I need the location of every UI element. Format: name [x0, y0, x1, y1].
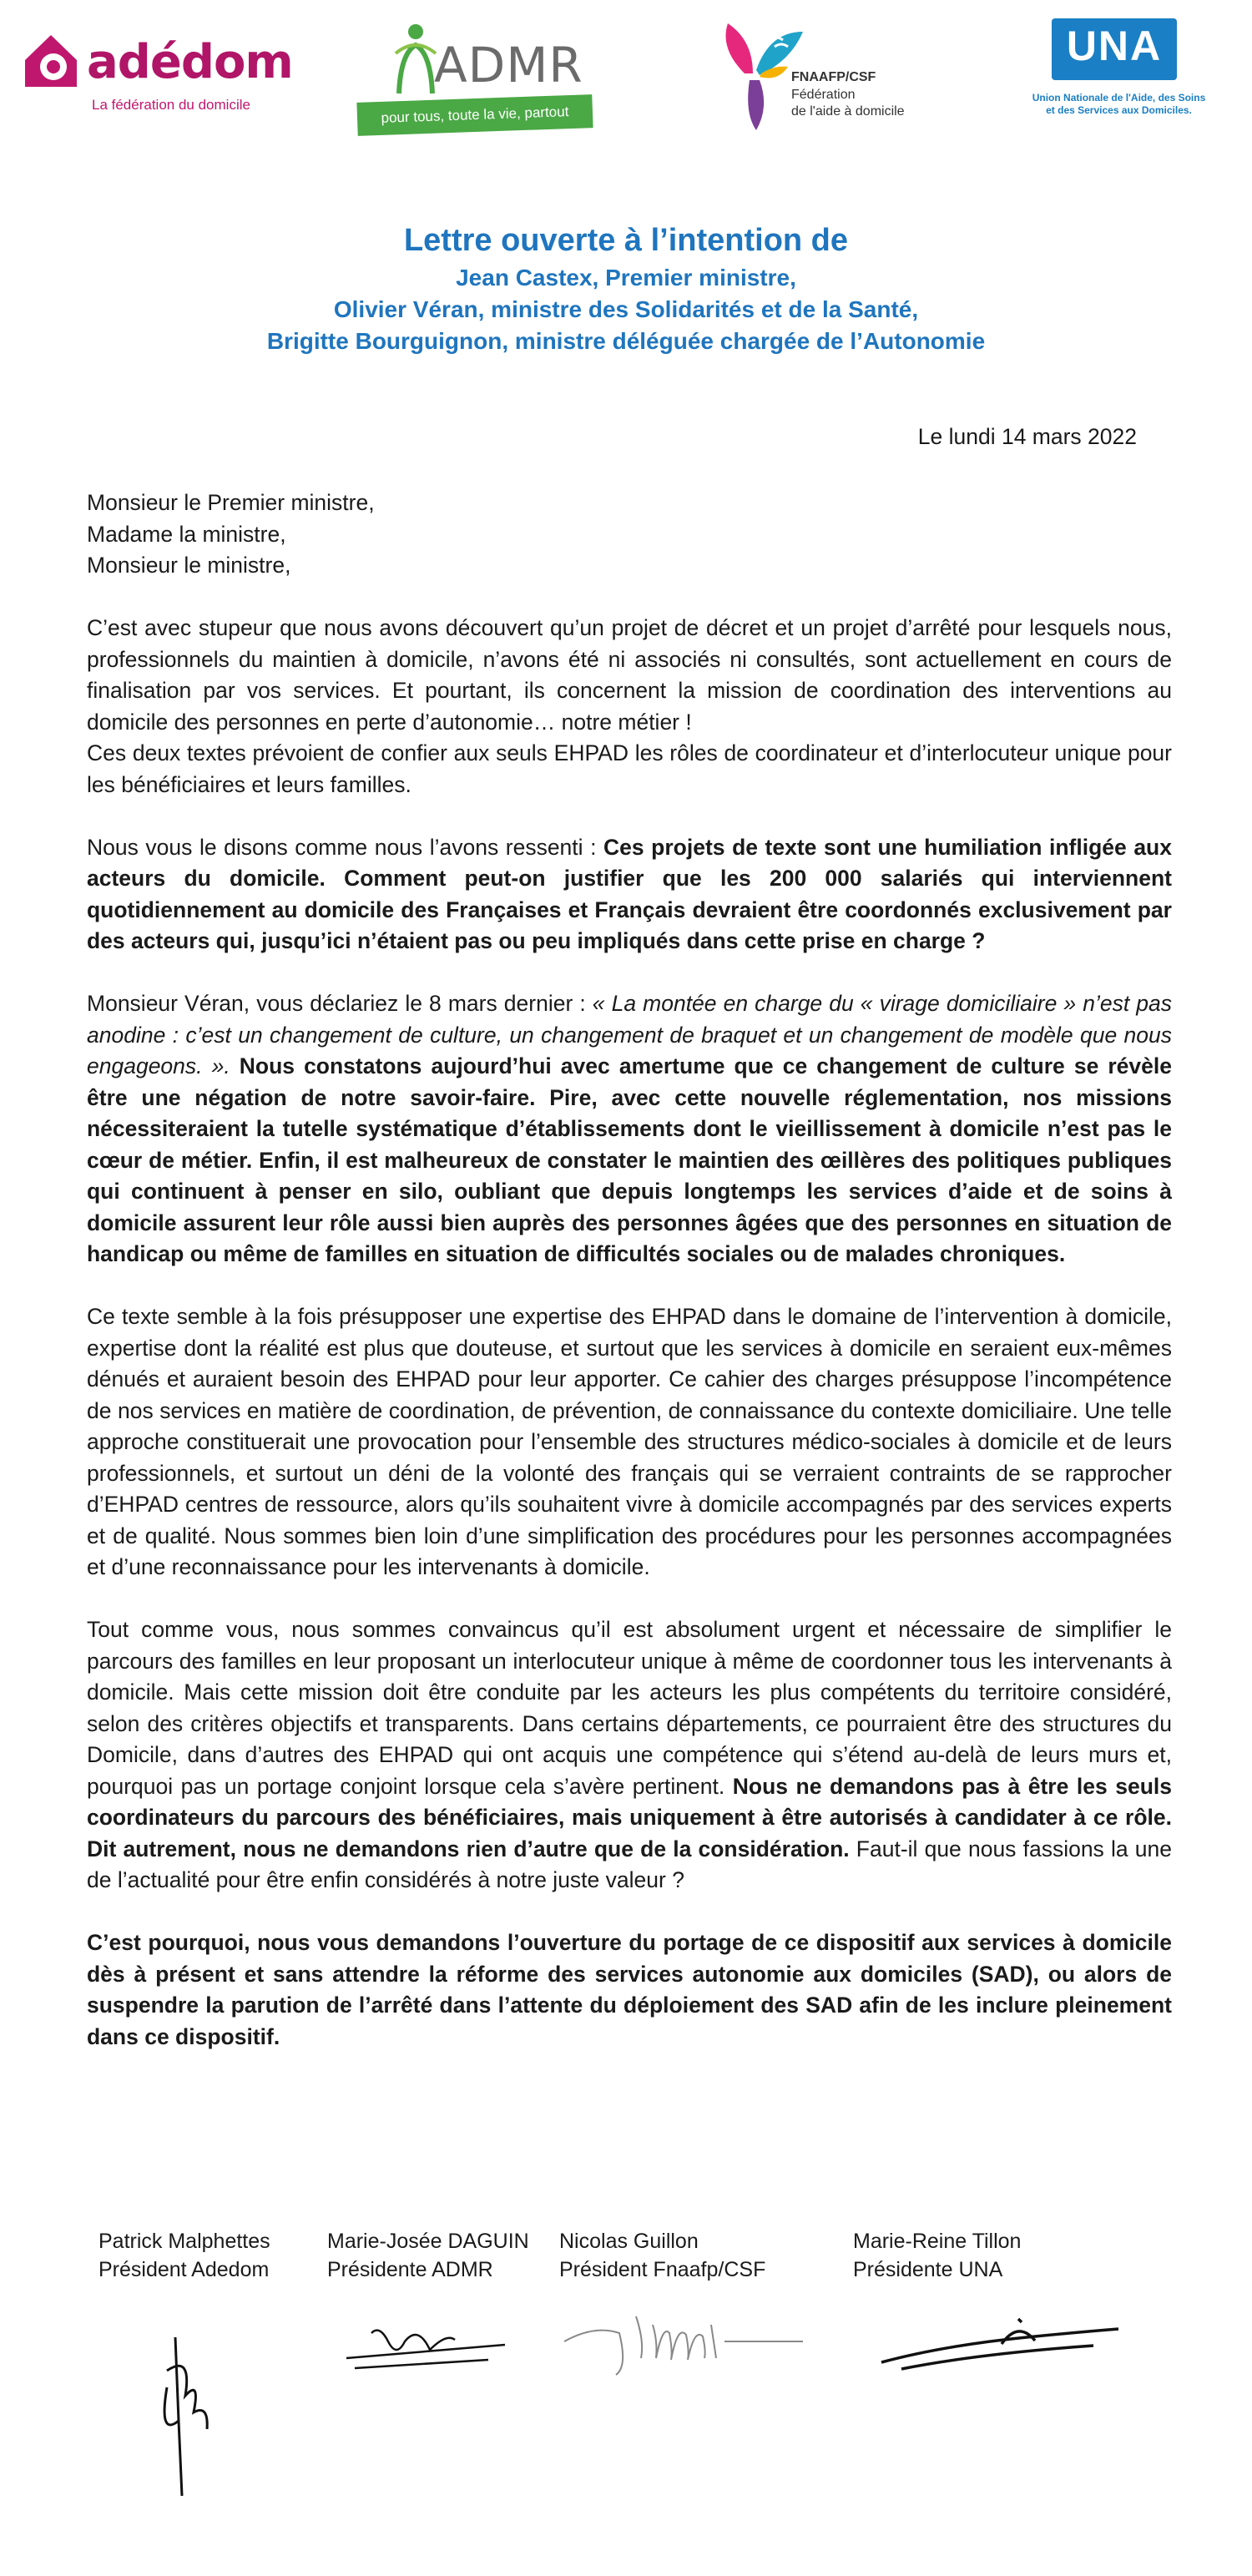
signatory-2-name: Marie-Josée DAGUIN [327, 2230, 529, 2253]
signatory-1-role: Président Adedom [98, 2258, 270, 2281]
paragraph-3-quote: « La montée en charge du « virage domiciliaire » n’est pas anodine : c’est un changement de culture, un changement de braquet et un changement de modèle que nous engageons. ». [87, 991, 1172, 1078]
letter-body [87, 487, 1172, 2053]
letter-date: Le lundi 14 mars 2022 [917, 424, 1137, 449]
signatory-1-name: Patrick Malphettes [98, 2230, 270, 2253]
signatory-3 [559, 2227, 765, 2284]
paragraph-3-bold: Nous constatons aujourd’hui avec amertume que ce changement de culture se révèle être une négation de notre savoir-faire. Pire, avec cette nouvelle réglementation, nos missions nécessiteraient la tutelle systématique d’établissements dont le vieillissement à domicile n’est pas le cœur de métier. Enfin, il est malheureux de constater le maintien des œillères des politiques publiques qui continuent à penser en silo, oubliant que depuis longtemps les services d’aide et de soins à domicile assurent leur rôle aussi bien auprès des personnes âgées que des personnes en situation de handicap ou même de familles en situation de difficultés sociales ou de malades chroniques. [87, 1053, 1172, 1266]
paragraph-5 [87, 1614, 1172, 1897]
signature-guillon [561, 2291, 811, 2383]
salutation-3: Monsieur le ministre, [87, 553, 291, 578]
paragraph-6 [87, 1927, 1172, 2053]
paragraph-2-bold: Ces projets de texte sont une humiliation infligée aux acteurs du domicile. Comment peut-on justifier que les 200 000 salariés qui interviennent quotidiennement au domicile des Françaises et Français devraient être coordonnés exclusivement par des acteurs qui, jusqu’ici n’étaient pas ou peu impliqués dans cette prise en charge ? [87, 834, 1172, 953]
fnaafp-line2: Fédération [791, 88, 856, 102]
signatory-1 [98, 2227, 270, 2284]
adedom-wordmark: adédom [87, 35, 293, 89]
una-subtitle [1017, 92, 1221, 117]
fnaafp-logo [719, 15, 920, 132]
paragraph-1b: Ces deux textes prévoient de confier aux seuls EHPAD les rôles de coordinateur et d’interlocuteur unique pour les bénéficiaires et leurs familles. [87, 740, 1172, 797]
paragraph-3 [87, 988, 1172, 1270]
una-sub2: et des Services aux Domiciles. [1046, 104, 1192, 116]
signatory-4-name: Marie-Reine Tillon [853, 2230, 1022, 2253]
signatory-2 [327, 2227, 529, 2284]
adedom-tagline: La fédération du domicile [92, 97, 250, 113]
una-sub1: Union Nationale de l'Aide, des Soins [1032, 92, 1206, 104]
paragraph-6-bold: C’est pourquoi, nous vous demandons l’ouverture du portage de ce dispositif aux services à domicile dès à présent et sans attendre la réforme des services autonomie aux domiciles (SAD), ou alors de suspendre la parution de l’arrêté dans l’attente du déploiement des SAD afin de les inclure pleinement dans ce dispositif. [87, 1930, 1172, 2049]
signatory-2-role: Présidente ADMR [327, 2258, 493, 2281]
paragraph-5-bold: Nous ne demandons pas à être les seuls coordinateurs du parcours des bénéficiaires, mais uniquement à être autorisés à candidater à ce rôle. Dit autrement, nous ne demandons rien d’autre que de la considération. [87, 1773, 1172, 1861]
una-logo [1017, 18, 1221, 135]
admr-figure-icon [391, 20, 441, 95]
admr-tagline: pour tous, toute la vie, partout [356, 94, 593, 136]
signatory-3-name: Nicolas Guillon [559, 2230, 699, 2253]
paragraph-2-intro: Nous vous le disons comme nous l’avons ressenti : [87, 834, 604, 860]
title-recipient-1: Jean Castex, Premier ministre, [456, 265, 796, 290]
admr-wordmark: ADMR [434, 37, 583, 93]
signatory-4-role: Présidente UNA [853, 2258, 1003, 2281]
una-wordmark: UNA [1066, 23, 1163, 69]
title-main: Lettre ouverte à l’intention de [403, 223, 849, 258]
salutation-2: Madame la ministre, [87, 521, 286, 547]
fnaafp-subtitle [791, 87, 916, 120]
paragraph-4: Ce texte semble à la fois présupposer une expertise des EHPAD dans le domaine de l’intervention à domicile, expertise dont la réalité est plus que douteuse, et surtout que les services à domicile en seraient eux-mêmes dénués et auraient besoin des EHPAD pour leur apporter. Ce cahier des charges présuppose l’incompétence de nos services en matière de coordination, de prévention, de connaissance du contexte domiciliaire. Une telle approche constituerait une provocation pour l’ensemble des structures médico-sociales à domicile et de leurs professionnels, et surtout un déni de la volonté des français qui se verraient contraints de se rapprocher d’EHPAD centres de ressource, alors qu’ils souhaitent vivre à domicile accompagnés par des services experts et de qualité. Nous sommes bien loin d’une simplification des procédures pour les personnes accompagnées et d’une reconnaissance pour les intervenants à domicile. [87, 1304, 1172, 1579]
fnaafp-line3: de l'aide à domicile [791, 104, 905, 119]
signatory-3-role: Président Fnaafp/CSF [559, 2258, 766, 2281]
title-recipient-2: Olivier Véran, ministre des Solidarités et de la Santé, [333, 296, 919, 322]
paragraph-2 [87, 832, 1172, 957]
letter-title [0, 219, 1252, 357]
fnaafp-wordmark: FNAAFP/CSF [791, 70, 876, 84]
signatory-4 [853, 2227, 1021, 2284]
fnaafp-flower-icon [719, 15, 803, 132]
signature-tillon [876, 2312, 1127, 2379]
paragraph-1a: C’est avec stupeur que nous avons découvert qu’un projet de décret et un projet d’arrêté pour lesquels nous, professionnels du maintien à domicile, n’avons été ni associés ni consultés, sont actuellement en cours de finalisation par vos services. Et pourtant, ils concernent la mission de coordination des interventions au domicile des personnes en perte d’autonomie… notre métier ! [87, 615, 1172, 735]
paragraph-3-intro: Monsieur Véran, vous déclariez le 8 mars dernier : [87, 991, 593, 1016]
paragraph-5-tail: Faut-il que nous fassions la une de l’actualité pour être enfin considérés à notre juste valeur ? [87, 1836, 1172, 1892]
admr-logo [357, 18, 608, 126]
adedom-house-icon [18, 28, 83, 93]
signature-malphettes [142, 2321, 234, 2504]
signature-daguin [338, 2316, 522, 2375]
paragraph-5-plain: Tout comme vous, nous sommes convaincus qu’il est absolument urgent et nécessaire de simplifier le parcours des familles en leur proposant un interlocuteur unique à même de coordonner tous les intervenants à domicile. Mais cette mission doit être conduite par les acteurs les plus compétents du territoire considéré, selon des critères objectifs et transparents. Dans certains départements, ce pourraient être des structures du Domicile, dans d’autres des EHPAD qui ont acquis une compétence qui s’étend au-delà de leurs murs et, pourquoi pas un portage conjoint lorsque cela s’avère pertinent. [87, 1617, 1172, 1799]
logo-header [0, 0, 1252, 142]
title-recipient-3: Brigitte Bourguignon, ministre déléguée chargée de l’Autonomie [266, 328, 986, 354]
salutation-1: Monsieur le Premier ministre, [87, 490, 375, 515]
adedom-logo [18, 23, 293, 115]
